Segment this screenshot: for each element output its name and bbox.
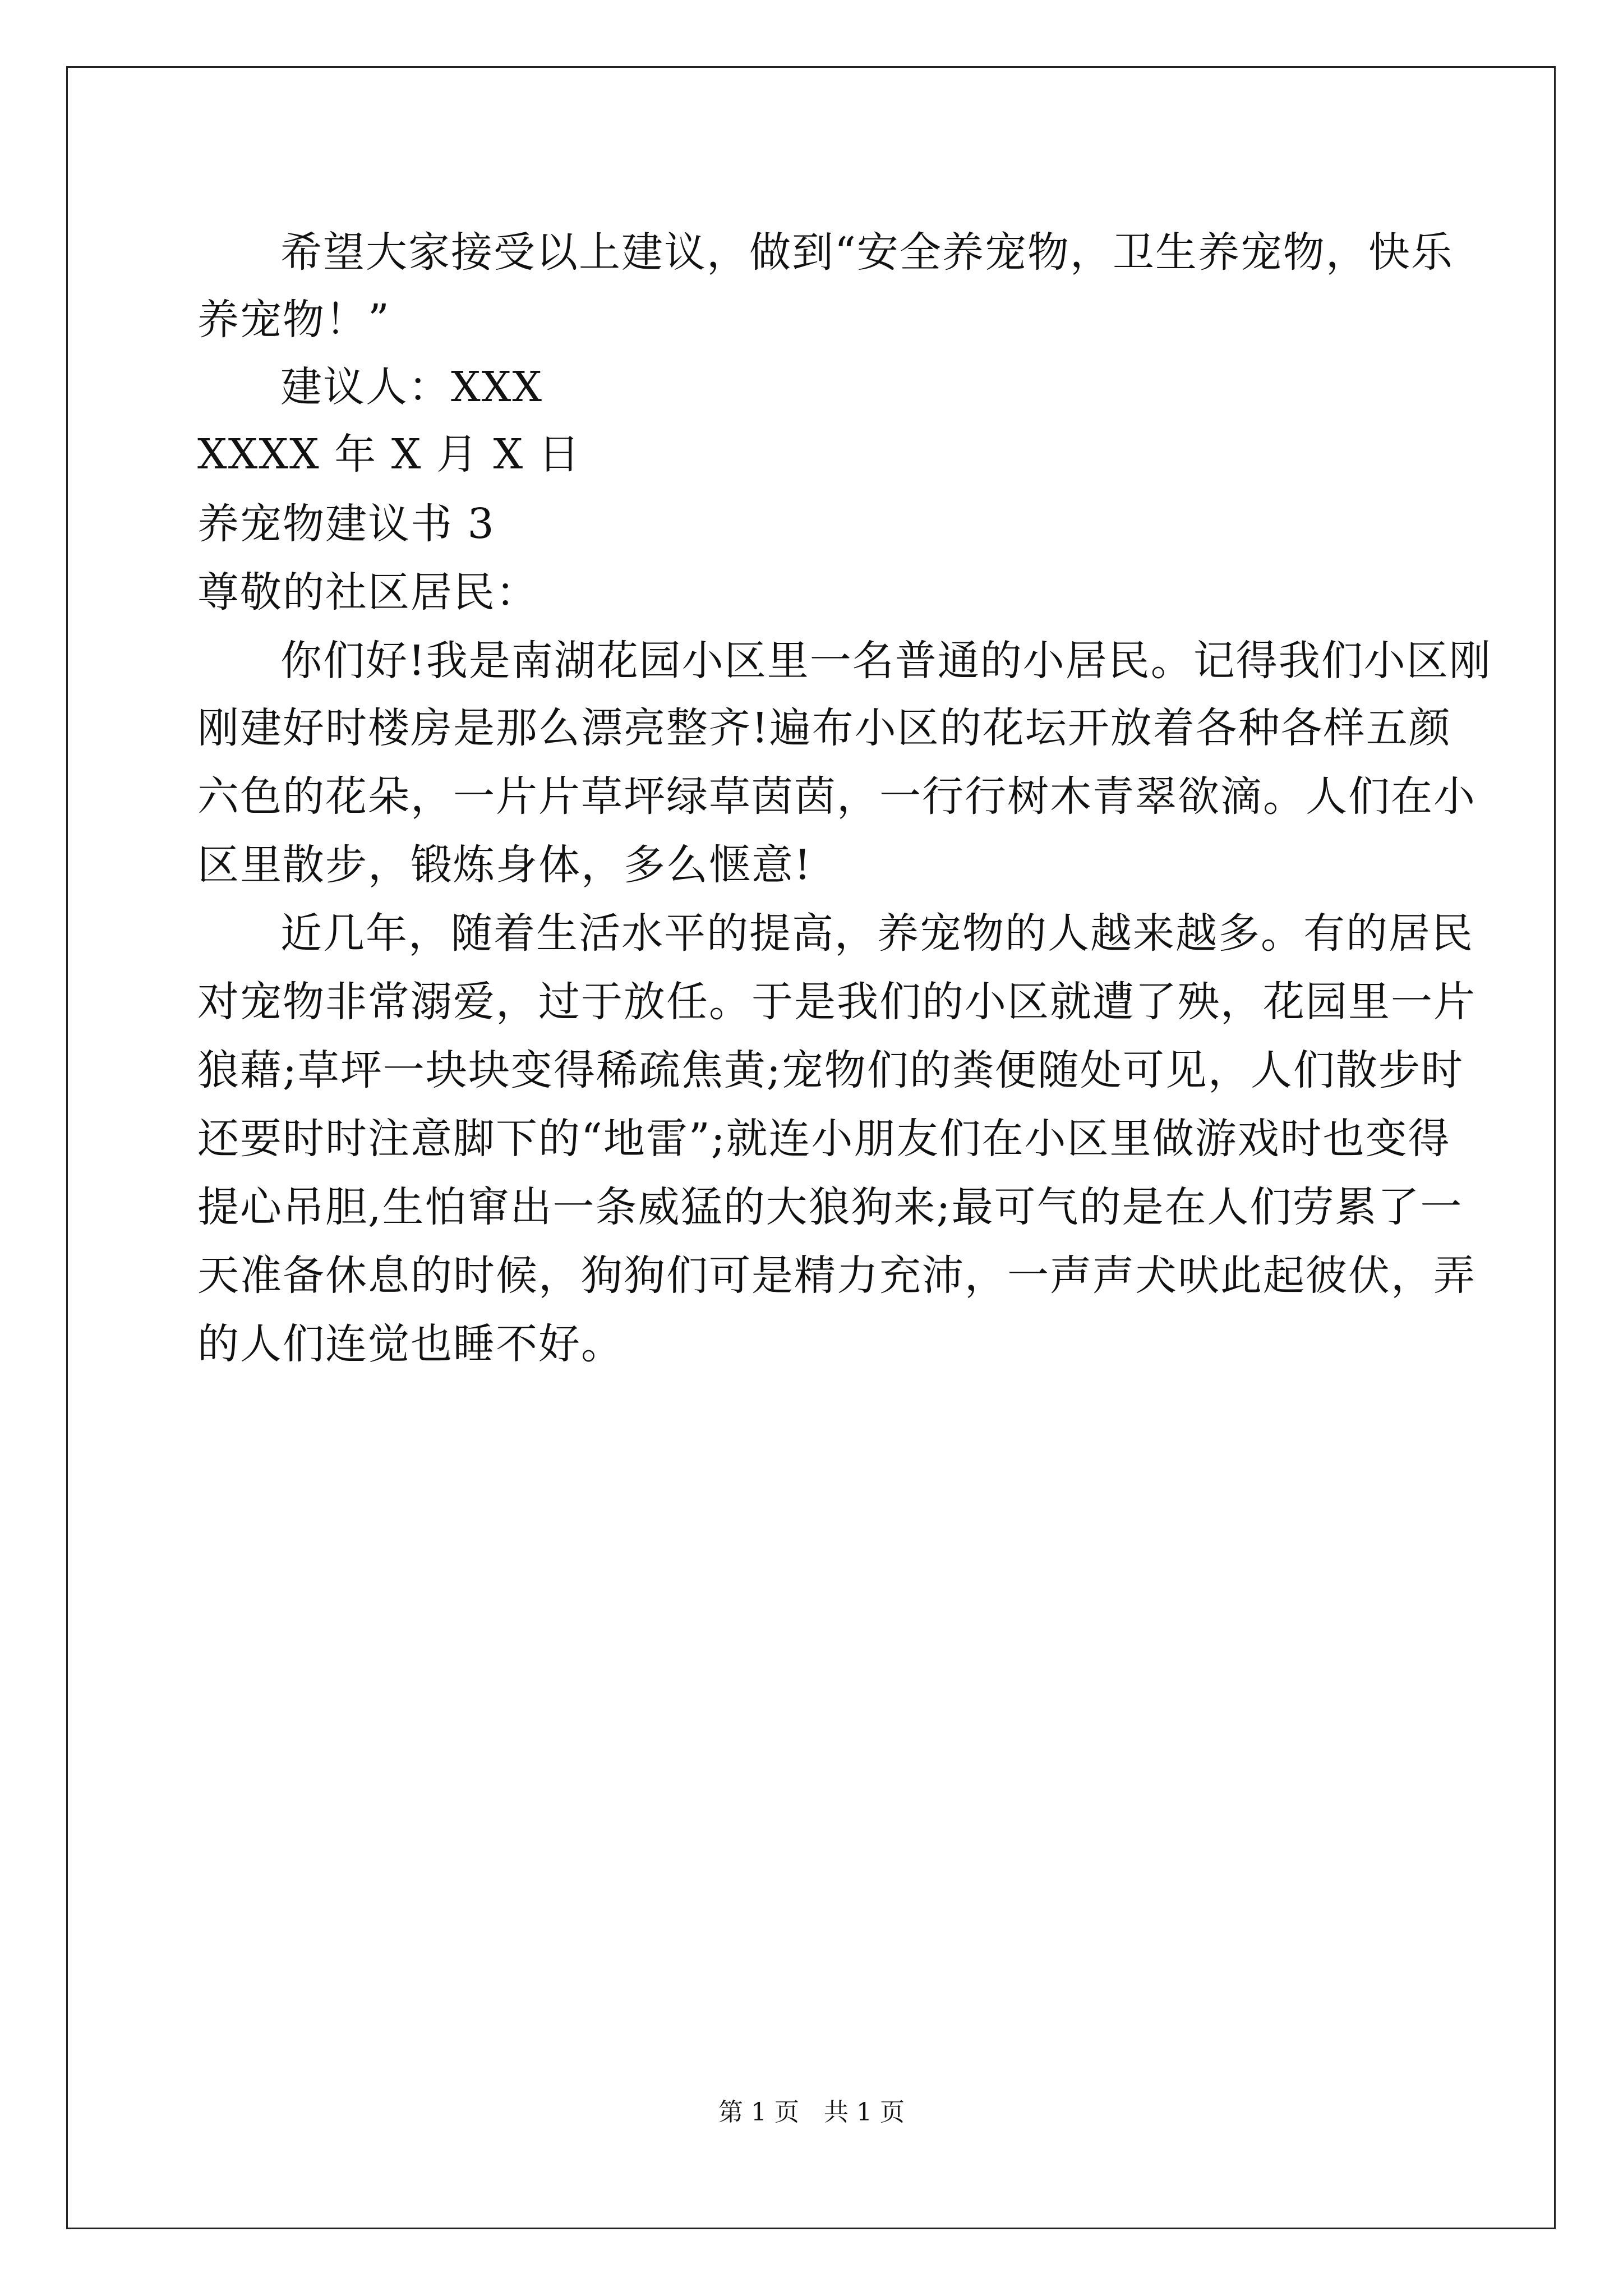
paragraph-line: 天准备休息的时候，狗狗们可是精力充沛，一声声犬吠此起彼伏，弄 <box>197 1251 1476 1300</box>
paragraph-line: 区里散步，锻炼身体，多么惬意! <box>197 841 812 889</box>
paragraph-line: 养宠物！” <box>197 296 390 344</box>
date-line: XXXX 年 X 月 X 日 <box>197 430 581 478</box>
paragraph-line: 对宠物非常溺爱，过于放任。于是我们的小区就遭了殃，花园里一片 <box>197 978 1476 1026</box>
page-footer: 第 1 页 共 1 页 <box>718 2098 905 2127</box>
paragraph-line: 六色的花朵，一片片草坪绿草茵茵，一行行树木青翠欲滴。人们在小 <box>197 772 1476 821</box>
paragraph-line: 希望大家接受以上建议，做到“安全养宠物，卫生养宠物，快乐 <box>280 228 1454 277</box>
paragraph-line: 刚建好时楼房是那么漂亮整齐!遍布小区的花坛开放着各种各样五颜 <box>197 704 1451 752</box>
salutation: 尊敬的社区居民： <box>197 568 538 616</box>
paragraph-line: 提心吊胆,生怕窜出一条威猛的大狼狗来;最可气的是在人们劳累了一 <box>197 1183 1463 1231</box>
paragraph-line: 近几年，随着生活水平的提高，养宠物的人越来越多。有的居民 <box>280 909 1474 958</box>
paragraph-line: 你们好!我是南湖花园小区里一名普通的小居民。记得我们小区刚 <box>280 637 1492 685</box>
paragraph-line: 的人们连觉也睡不好。 <box>197 1320 624 1368</box>
paragraph-line: 还要时时注意脚下的“地雷”;就连小朋友们在小区里做游戏时也变得 <box>197 1115 1451 1163</box>
paragraph-line: 狼藉;草坪一块块变得稀疏焦黄;宠物们的粪便随处可见，人们散步时 <box>197 1046 1464 1094</box>
signature-line: 建议人：XXX <box>280 363 543 411</box>
section-title: 养宠物建议书 3 <box>197 500 495 548</box>
